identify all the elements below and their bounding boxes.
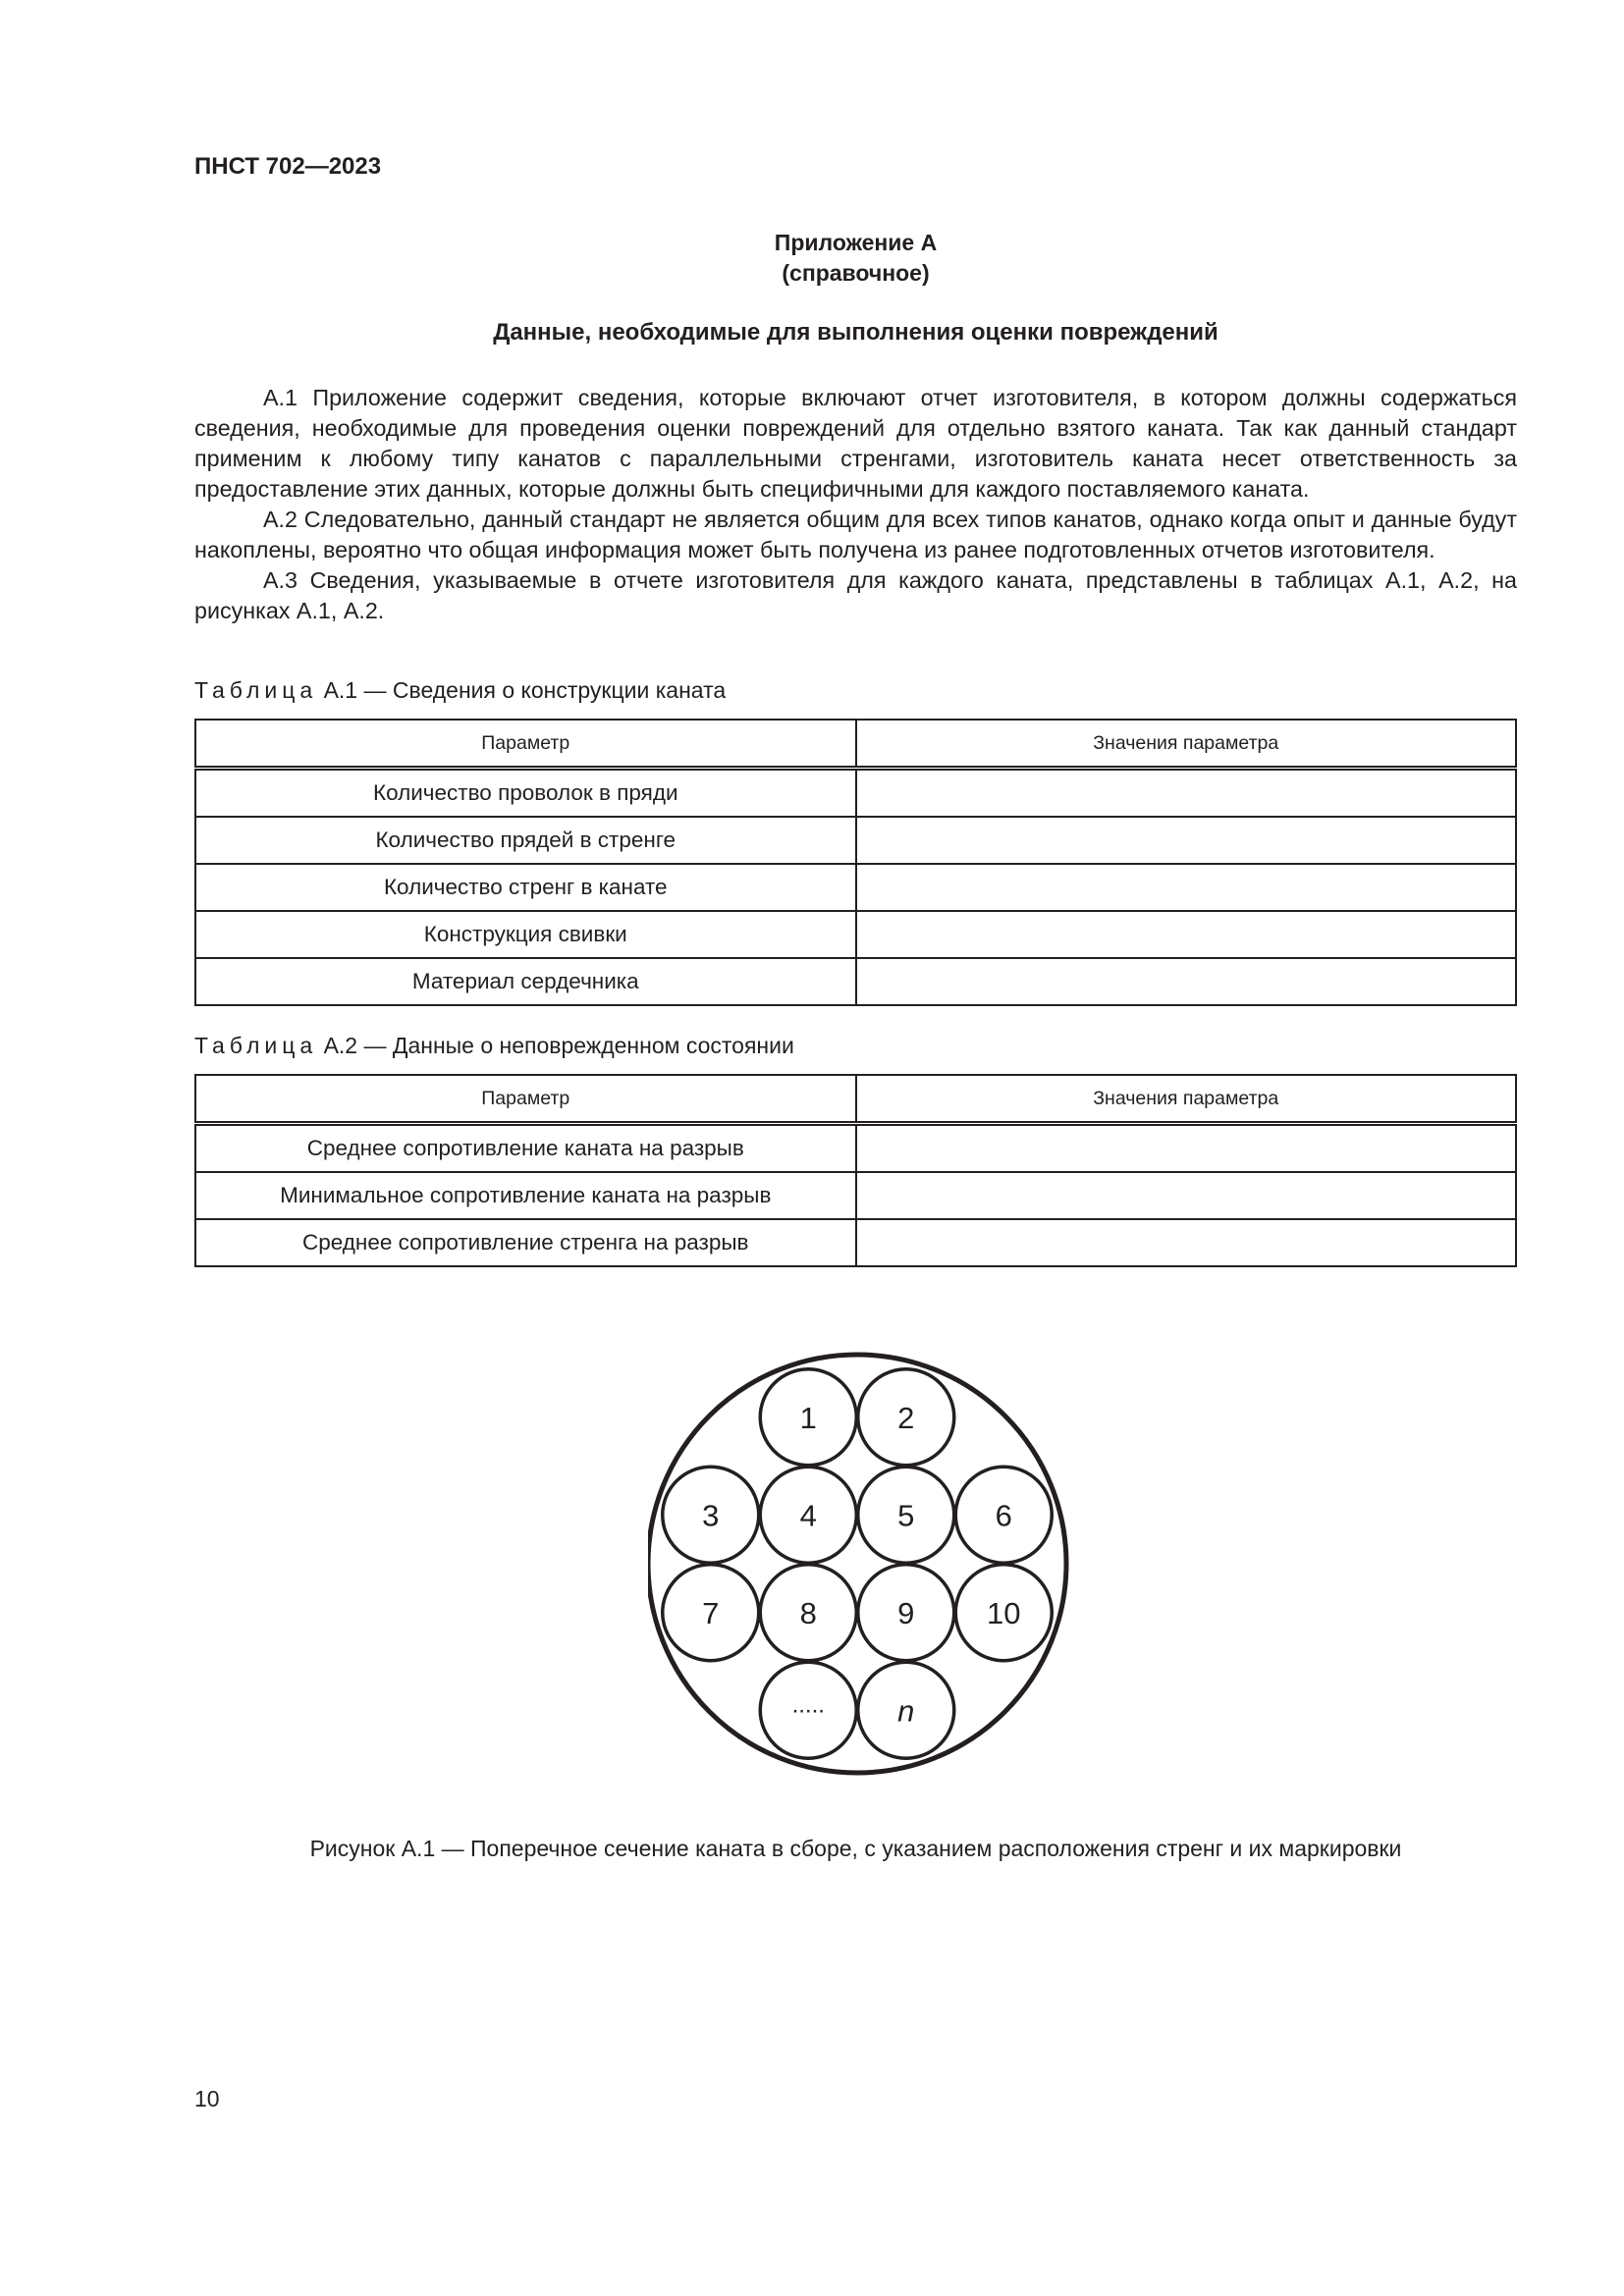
appendix-heading	[194, 228, 1517, 289]
strand-group	[663, 1369, 1053, 1759]
table1-caption-text: А.1 — Сведения о конструкции каната	[323, 677, 727, 703]
table1-caption-label: Таблица	[194, 677, 318, 703]
table-row	[195, 958, 1516, 1005]
column-header: Параметр	[195, 1075, 856, 1124]
document-code: ПНСТ 702—2023	[194, 153, 382, 180]
table-cell	[856, 1172, 1517, 1219]
table2-caption-text: А.2 — Данные о неповрежденном состоянии	[323, 1033, 794, 1058]
page-number: 10	[194, 2086, 220, 2111]
table-cell: Количество прядей в стренге	[195, 817, 856, 864]
table-cell	[856, 911, 1517, 958]
appendix-title: Приложение А	[774, 230, 938, 255]
strand-label: 2	[897, 1400, 915, 1435]
table-row	[195, 769, 1516, 818]
table-cell: Среднее сопротивление каната на разрыв	[195, 1124, 856, 1173]
table-cell: Среднее сопротивление стренга на разрыв	[195, 1219, 856, 1266]
table-rope-construction	[194, 719, 1517, 1006]
table-row	[195, 1172, 1516, 1219]
paragraph-a3: А.3 Сведения, указываемые в отчете изготовителя для каждого каната, представлены в таблицах А.1, А.2, на рисунках А.1, А.2.	[194, 567, 1517, 623]
strand-label: .....	[791, 1691, 825, 1719]
table-cell	[856, 769, 1517, 818]
strand-label: 3	[702, 1498, 720, 1533]
table-header-row	[195, 1075, 1516, 1124]
strand-label: 9	[897, 1595, 915, 1630]
strand-label: 5	[897, 1498, 915, 1533]
table-header-row	[195, 720, 1516, 769]
column-header: Значения параметра	[856, 720, 1517, 769]
table-cell	[856, 958, 1517, 1005]
column-header: Значения параметра	[856, 1075, 1517, 1124]
table-row	[195, 864, 1516, 911]
section-title: Данные, необходимые для выполнения оценки повреждений	[493, 319, 1218, 346]
strand-label: n	[897, 1693, 915, 1729]
body-text	[194, 383, 1517, 626]
strand-label: 4	[799, 1498, 817, 1533]
table-cell: Минимальное сопротивление каната на разрыв	[195, 1172, 856, 1219]
table-undamaged-state	[194, 1074, 1517, 1267]
table-row	[195, 1124, 1516, 1173]
strand-label: 6	[995, 1498, 1012, 1533]
table2-caption-label: Таблица	[194, 1033, 318, 1058]
paragraph-a2: А.2 Следовательно, данный стандарт не является общим для всех типов канатов, однако когда опыт и данные будут накоплены, вероятно что общая информация может быть получена из ранее подготовленных отчетов изготовителя.	[194, 507, 1517, 562]
table-cell	[856, 1124, 1517, 1173]
strand-label: 1	[799, 1400, 817, 1435]
appendix-subtitle: (справочное)	[782, 260, 930, 286]
table2-caption	[194, 1033, 794, 1059]
table-cell: Конструкция свивки	[195, 911, 856, 958]
table-cell: Количество проволок в пряди	[195, 769, 856, 818]
figure-caption: Рисунок А.1 — Поперечное сечение каната в сборе, с указанием расположения стренг и их маркировки	[309, 1836, 1402, 1861]
strand-label: 8	[799, 1595, 817, 1630]
rope-cross-section-figure	[648, 1350, 1070, 1782]
table-row	[195, 817, 1516, 864]
table-cell	[856, 817, 1517, 864]
table-cell: Материал сердечника	[195, 958, 856, 1005]
strand-label: 10	[987, 1595, 1021, 1630]
strand-label: 7	[702, 1595, 720, 1630]
column-header: Параметр	[195, 720, 856, 769]
table1-caption	[194, 677, 726, 704]
table-cell	[856, 1219, 1517, 1266]
table-cell	[856, 864, 1517, 911]
table-row	[195, 911, 1516, 958]
paragraph-a1: А.1 Приложение содержит сведения, которые включают отчет изготовителя, в котором должны содержаться сведения, необходимые для проведения оценки повреждений для отдельно взятого каната. Так как данный стандарт применим к любому типу канатов с параллельными стренгами, изготовитель каната несет ответственность за предоставление этих данных, которые должны быть специфичными для каждого поставляемого каната.	[194, 385, 1517, 502]
table-cell: Количество стренг в канате	[195, 864, 856, 911]
table-row	[195, 1219, 1516, 1266]
